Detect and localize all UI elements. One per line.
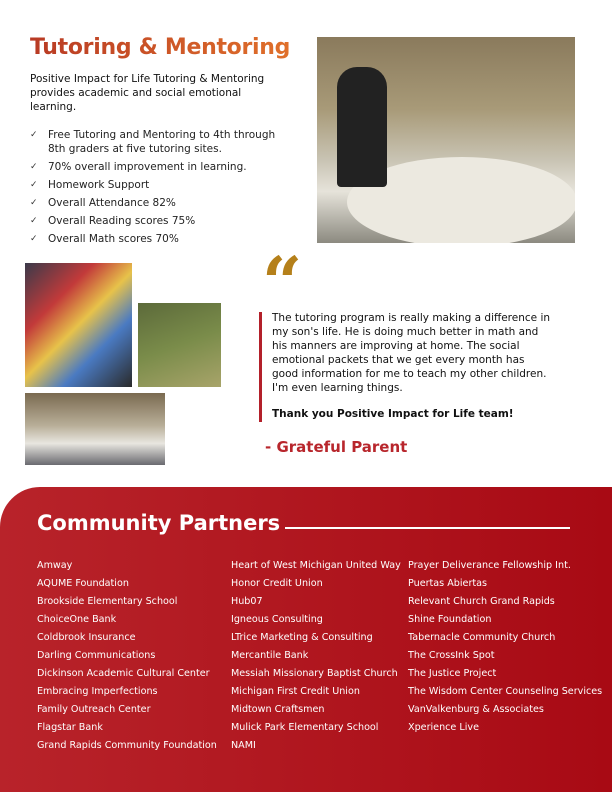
bullet-item xyxy=(30,214,290,228)
partner-name: Heart of West Michigan United Way xyxy=(231,560,401,571)
bullet-text: Homework Support xyxy=(48,179,150,191)
bullet-item xyxy=(30,128,290,156)
partner-name: Family Outreach Center xyxy=(37,704,151,715)
check-icon: ✓ xyxy=(30,198,38,208)
testimonial-text: The tutoring program is really making a difference in my son's life. He is doing much better in math and his manners are improving at home. The social emotional packets that we get every month has good information for me to teach my other children. I'm even learning things. xyxy=(272,312,551,394)
partner-name: The Justice Project xyxy=(408,668,497,679)
testimonial-thanks: Thank you Positive Impact for Life team! xyxy=(272,408,514,420)
partner-name: VanValkenburg & Associates xyxy=(408,704,544,715)
classroom-photo xyxy=(25,393,165,465)
bullet-item xyxy=(30,196,290,210)
page-title: Tutoring & Mentoring xyxy=(30,35,291,60)
check-icon: ✓ xyxy=(30,216,38,226)
partner-name: Shine Foundation xyxy=(408,614,492,625)
bullet-item xyxy=(30,160,290,174)
partner-name: Xperience Live xyxy=(408,722,479,733)
partners-column-3 xyxy=(408,557,602,737)
partner-name: Flagstar Bank xyxy=(37,722,103,733)
quote-bar xyxy=(259,312,262,422)
bullet-text: Overall Attendance 82% xyxy=(48,197,176,209)
bullet-text: Overall Math scores 70% xyxy=(48,233,179,245)
check-icon: ✓ xyxy=(30,130,38,140)
community-partners-section xyxy=(0,487,612,792)
bullet-item xyxy=(30,232,290,246)
check-icon: ✓ xyxy=(30,180,38,190)
partner-name: ChoiceOne Bank xyxy=(37,614,117,625)
partner-name: AQUME Foundation xyxy=(37,578,129,589)
bullet-text: Free Tutoring and Mentoring to 4th through 8th graders at five tutoring sites. xyxy=(48,129,276,155)
bullet-list xyxy=(30,128,290,250)
outdoor-reading-photo xyxy=(138,303,221,387)
testimonial-attribution: - Grateful Parent xyxy=(265,438,408,456)
partner-name: Dickinson Academic Cultural Center xyxy=(37,668,210,679)
partner-name: The CrossInk Spot xyxy=(408,650,495,661)
partners-heading: Community Partners xyxy=(37,511,281,535)
partner-name: Relevant Church Grand Rapids xyxy=(408,596,555,607)
partner-name: Messiah Missionary Baptist Church xyxy=(231,668,398,679)
partner-name: Grand Rapids Community Foundation xyxy=(37,740,217,751)
partner-name: Tabernacle Community Church xyxy=(408,632,556,643)
bullet-item xyxy=(30,178,290,192)
partner-name: Amway xyxy=(37,560,73,571)
partner-name: Brookside Elementary School xyxy=(37,596,178,607)
partner-name: Puertas Abiertas xyxy=(408,578,488,589)
partner-name: The Wisdom Center Counseling Services xyxy=(408,686,603,697)
heading-rule xyxy=(285,527,570,529)
check-icon: ✓ xyxy=(30,234,38,244)
partners-column-2 xyxy=(231,557,401,755)
partner-name: Igneous Consulting xyxy=(231,614,323,625)
partner-name: Coldbrook Insurance xyxy=(37,632,136,643)
partner-name: Hub07 xyxy=(231,596,263,607)
partner-name: Honor Credit Union xyxy=(231,578,323,589)
partners-column-1 xyxy=(37,557,217,755)
partner-name: Midtown Craftsmen xyxy=(231,704,325,715)
partner-name: Embracing Imperfections xyxy=(37,686,158,697)
tutoring-photo xyxy=(317,37,575,243)
bullet-text: Overall Reading scores 75% xyxy=(48,215,196,227)
books-photo xyxy=(25,263,132,387)
partner-name: Prayer Deliverance Fellowship Int. xyxy=(408,560,571,571)
partner-name: Mercantile Bank xyxy=(231,650,309,661)
partner-name: NAMI xyxy=(231,740,256,751)
partner-name: LTrice Marketing & Consulting xyxy=(231,632,373,643)
partner-name: Mulick Park Elementary School xyxy=(231,722,379,733)
partner-name: Darling Communications xyxy=(37,650,156,661)
quote-icon: “ xyxy=(262,241,303,324)
bullet-text: 70% overall improvement in learning. xyxy=(48,161,247,173)
intro-text: Positive Impact for Life Tutoring & Mentoring provides academic and social emotional learning. xyxy=(30,73,265,113)
check-icon: ✓ xyxy=(30,162,38,172)
partner-name: Michigan First Credit Union xyxy=(231,686,360,697)
